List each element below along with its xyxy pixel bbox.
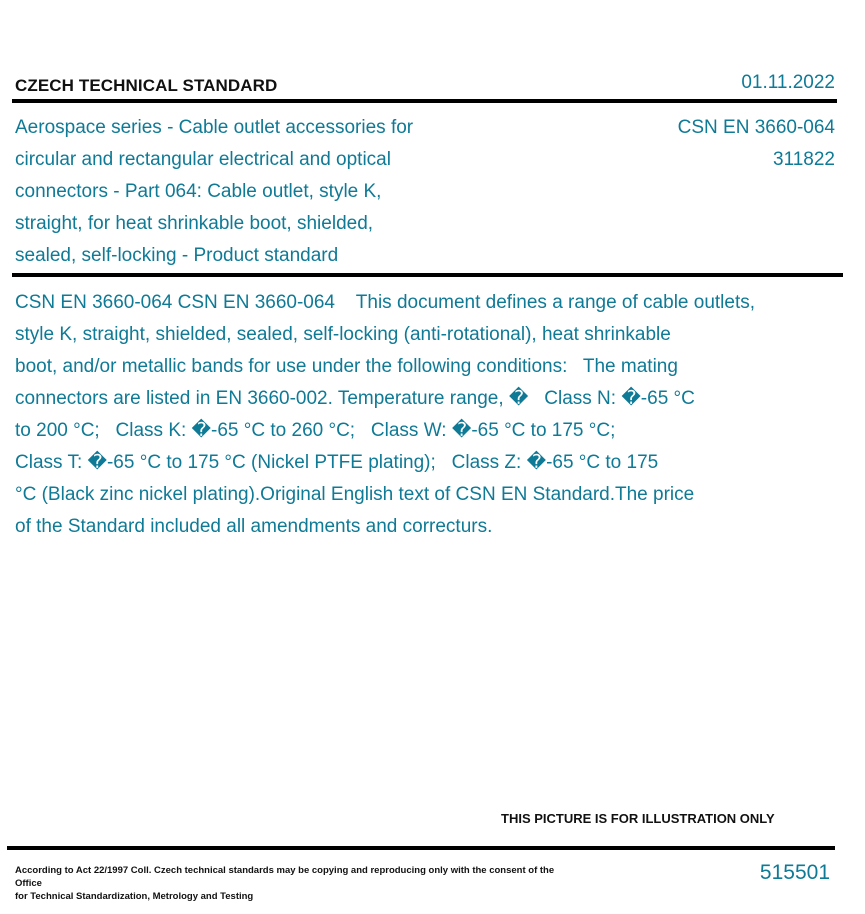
standard-description xyxy=(15,287,860,543)
description-line: CSN EN 3660-064 CSN EN 3660-064 This document defines a range of cable outlets, xyxy=(15,292,756,313)
description-line: of the Standard included all amendments and correcturs. xyxy=(15,516,493,537)
publication-date: 01.11.2022 xyxy=(741,72,835,93)
description-line: °C (Black zinc nickel plating).Original English text of CSN EN Standard.The price xyxy=(15,484,695,505)
standard-title-line: sealed, self-locking - Product standard xyxy=(15,245,339,266)
standard-title-line: Aerospace series - Cable outlet accessories for xyxy=(15,117,414,138)
header-divider xyxy=(12,99,837,103)
standard-title-line: circular and rectangular electrical and optical xyxy=(15,149,391,170)
legal-notice-line: According to Act 22/1997 Coll. Czech technical standards may be copying and reproducing only with the consent of the Office xyxy=(15,865,555,889)
description-line: boot, and/or metallic bands for use under the following conditions: The mating xyxy=(15,356,678,377)
document-type-heading: CZECH TECHNICAL STANDARD xyxy=(15,76,278,95)
footer-divider xyxy=(7,846,835,850)
catalog-number: 311822 xyxy=(773,149,835,170)
description-line: Class T: �-65 °C to 175 °C (Nickel PTFE plating); Class Z: �-65 °C to 175 xyxy=(15,452,659,473)
standard-codes xyxy=(678,112,835,176)
standard-title xyxy=(15,112,485,272)
standard-code: CSN EN 3660-064 xyxy=(677,117,835,138)
description-line: to 200 °C; Class K: �-65 °C to 260 °C; Class W: �-65 °C to 175 °C; xyxy=(15,420,616,441)
legal-notice xyxy=(15,864,575,903)
illustration-disclaimer: THIS PICTURE IS FOR ILLUSTRATION ONLY xyxy=(501,811,775,826)
document-number: 515501 xyxy=(759,861,830,884)
standard-title-line: connectors - Part 064: Cable outlet, style K, xyxy=(15,181,382,202)
legal-notice-line: for Technical Standardization, Metrology and Testing xyxy=(15,891,254,902)
description-line: connectors are listed in EN 3660-002. Temperature range, � Class N: �-65 °C xyxy=(15,388,695,409)
description-line: style K, straight, shielded, sealed, self-locking (anti-rotational), heat shrinkable xyxy=(15,324,671,345)
standard-title-line: straight, for heat shrinkable boot, shielded, xyxy=(15,213,374,234)
title-divider xyxy=(12,273,843,277)
